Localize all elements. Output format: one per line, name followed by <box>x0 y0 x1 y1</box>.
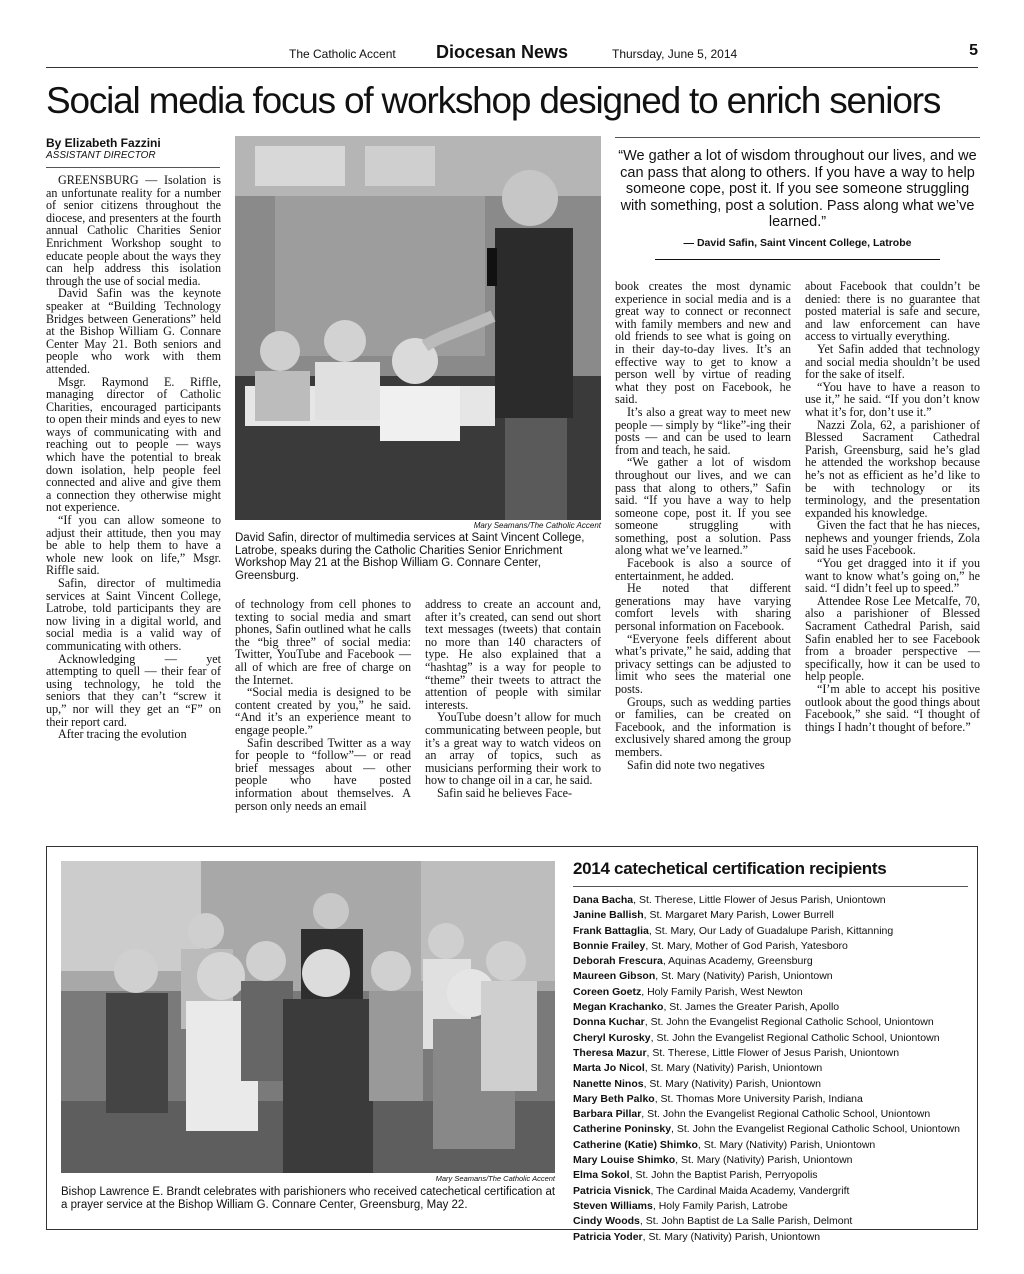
paragraph: David Safin was the keynote speaker at “Building Technology Bridges between Generations” held at the Bishop William G. Connare Center May 21. Both seniors and people who work with them attended. <box>46 286 221 376</box>
article-column-1 <box>46 174 221 741</box>
recipient-items <box>573 893 968 1245</box>
recipient-item: Steven Williams, Holy Family Parish, Latrobe <box>573 1199 788 1212</box>
recipient-item: Patricia Visnick, The Cardinal Maida Academy, Vandergrift <box>573 1184 850 1197</box>
paragraph: about Facebook that couldn’t be denied: there is no guarantee that posted material is safe and secure, and law enforcement can have access to virtually everything. <box>805 279 980 344</box>
byline <box>46 136 220 168</box>
paragraph: “You get dragged into it if you want to know what’s going on,” he said. “I didn’t feel up to speed.” <box>805 556 980 596</box>
paragraph: Nazzi Zola, 62, a parishioner of Blessed Sacrament Cathedral Parish, Greensburg, said he’s glad he attended the workshop because he’s not as efficient as he’d like to be with technology or its terminology, and the presentation expanded his knowledge. <box>805 417 980 520</box>
paragraph: book creates the most dynamic experience in social media and is a great way to connect or reconnect with family members and new and old friends to see what is going on in their day-to-day lives. It’s an effective way to get to know a person well by virtue of reading what they post on Facebook, he said. <box>615 279 791 407</box>
paragraph: Groups, such as wedding parties or families, can be created on Facebook, and the information is exclusively shared among the group members. <box>615 694 791 759</box>
paragraph: “Everyone feels different about what’s private,” he said, adding that privacy settings can be adjusted to limit who sees the material one posts. <box>615 631 791 696</box>
paragraph: Safin described Twitter as a way for people to “follow”— or read brief messages about — other people who have posted information about themselves. A person only needs an email <box>235 735 411 813</box>
paragraph: YouTube doesn’t allow for much communicating between people, but it’s a great way to watch videos on an array of topics, such as musicians performing their work to how to change oil in a car, he said. <box>425 710 601 788</box>
publication-name: The Catholic Accent <box>289 47 396 61</box>
paragraph: GREENSBURG — Isolation is an unfortunate reality for a number of senior citizens throughout the diocese, and presenters at the fourth annual Catholic Charities Senior Enrichment Workshop sought to educate people about the ways they can help address this isolation through the use of social media. <box>46 173 221 288</box>
pull-quote <box>615 137 980 260</box>
article-column-2 <box>235 598 411 812</box>
paragraph: “I’m able to accept his positive outlook about the good things about Facebook,” she said. “I thought of things I hadn’t thought of before.” <box>805 682 980 734</box>
photo-caption: David Safin, director of multimedia services at Saint Vincent College, Latrobe, speaks during the Catholic Charities Senior Enrichment Workshop May 21 at the Bishop William G. Connare Center, Greensburg. <box>235 532 585 582</box>
byline-author: By Elizabeth Fazzini <box>46 136 161 150</box>
recipient-item: Dana Bacha, St. Therese, Little Flower of Jesus Parish, Uniontown <box>573 894 886 906</box>
page-header <box>46 40 978 68</box>
paragraph: After tracing the evolution <box>58 727 187 742</box>
recipient-item: Janine Ballish, St. Margaret Mary Parish, Lower Burrell <box>573 909 834 922</box>
recipient-item: Patricia Yoder, St. Mary (Nativity) Parish, Uniontown <box>573 1230 821 1243</box>
recipient-item: Deborah Frescura, Aquinas Academy, Greensburg <box>573 955 813 968</box>
paragraph: “You have to have a reason to use it,” he said. “If you don’t know what it’s for, don’t use it.” <box>805 379 980 419</box>
recipient-item: Cheryl Kurosky, St. John the Evangelist Regional Catholic School, Uniontown <box>573 1031 940 1044</box>
paragraph: Safin said he believes Face- <box>437 785 572 800</box>
paragraph: Msgr. Raymond E. Riffle, managing director of Catholic Charities, encouraged participants to open their minds and eyes to new ways of communicating with and reaching out to people — ways which have the potential to break down isolation, help people feel connected and alive and give them a connection they otherwise might not experience. <box>46 374 221 515</box>
recipients-list <box>573 859 968 1245</box>
pull-quote-text: “We gather a lot of wisdom throughout our lives, and we can pass that along to others. If you have a way to help someone cope, post it. If you see someone struggling with something, post a solution. Pass along what we’ve learned.” <box>618 148 977 230</box>
article-column-5 <box>805 280 980 733</box>
page-number: 5 <box>969 42 978 59</box>
paragraph: address to create an account and, after it’s created, can send out short text messages (tweets) that contain no more than 140 characters of type. He also explained that a “hashtag” is a way for people to “theme” their tweets to attract the attention of people with similar interests. <box>425 597 601 712</box>
recipient-item: Frank Battaglia, St. Mary, Our Lady of Guadalupe Parish, Kittanning <box>573 924 894 937</box>
recipient-item: Elma Sokol, St. John the Baptist Parish, Perryopolis <box>573 1169 818 1182</box>
recipient-item: Marta Jo Nicol, St. Mary (Nativity) Parish, Uniontown <box>573 1062 823 1075</box>
certification-box <box>46 846 978 1243</box>
paragraph: Attendee Rose Lee Metcalfe, 70, also a parishioner of Blessed Sacrament Cathedral Parish, said Safin enabled her to see Facebook from a broader perspective — specifically, how it can be used to help people. <box>805 593 980 684</box>
article-column-3 <box>425 598 601 800</box>
recipient-item: Theresa Mazur, St. Therese, Little Flower of Jesus Parish, Uniontown <box>573 1046 900 1059</box>
recipient-item: Maureen Gibson, St. Mary (Nativity) Parish, Uniontown <box>573 970 833 983</box>
recipient-item: Barbara Pillar, St. John the Evangelist Regional Catholic School, Uniontown <box>573 1108 931 1121</box>
recipients-title: 2014 catechetical certification recipients <box>573 859 968 887</box>
article-column-4 <box>615 280 791 771</box>
recipient-item: Bonnie Frailey, St. Mary, Mother of God Parish, Yatesboro <box>573 939 848 952</box>
recipient-item: Nanette Ninos, St. Mary (Nativity) Parish, Uniontown <box>573 1077 821 1090</box>
paragraph: “Social media is designed to be content created by you,” he said. “And it’s an experience meant to engage people.” <box>235 685 411 737</box>
group-photo-caption: Bishop Lawrence E. Brandt celebrates with parishioners who received catechetical certification at a prayer service at the Bishop William G. Connare Center, Greensburg, May 22. <box>61 1186 556 1211</box>
paragraph: “If you can allow someone to adjust their attitude, then you may be able to help them to have a whole new look on life,” Msgr. Riffle said. <box>46 513 221 578</box>
headline: Social media focus of workshop designed to enrich seniors <box>46 80 941 121</box>
recipient-item: Mary Louise Shimko, St. Mary (Nativity) Parish, Uniontown <box>573 1154 853 1167</box>
paragraph: Acknowledging — yet attempting to quell — their fear of using technology, he told the seniors that they can’t “screw it up,” nor will they get an “F” on their report card. <box>46 651 221 729</box>
paragraph: Safin, director of multimedia services at Saint Vincent College, Latrobe, told participants they are now living in a digital world, and social media is a valid way of communicating with others. <box>46 576 221 653</box>
recipient-item: Megan Krachanko, St. James the Greater Parish, Apollo <box>573 1001 840 1014</box>
section-name: Diocesan News <box>436 42 569 62</box>
recipient-item: Donna Kuchar, St. John the Evangelist Regional Catholic School, Uniontown <box>573 1016 934 1029</box>
speaker-photo <box>235 136 601 520</box>
recipient-item: Catherine Poninsky, St. John the Evangelist Regional Catholic School, Uniontown <box>573 1123 960 1136</box>
paragraph: Facebook is also a source of entertainment, he added. <box>615 556 791 583</box>
recipient-item: Coreen Goetz, Holy Family Parish, West Newton <box>573 985 803 998</box>
paragraph: It’s also a great way to meet new people — simply by “like”-ing their posts — and can be used to learn from and teach, he said. <box>615 404 791 457</box>
recipient-item: Mary Beth Palko, St. Thomas More University Parish, Indiana <box>573 1092 863 1105</box>
paragraph: Given the fact that he has nieces, nephews and younger friends, Zola said he uses Facebook. <box>805 518 980 558</box>
paragraph: “We gather a lot of wisdom throughout our lives, and we can pass that along to others,” Safin said. “If you have a way to help someone cope, post it. If you see someone struggling with something, post a solution. Pass along what we’ve learned.” <box>615 455 791 558</box>
divider <box>655 259 940 260</box>
group-photo-credit: Mary Seamans/The Catholic Accent <box>435 1174 555 1183</box>
byline-role: ASSISTANT DIRECTOR <box>46 150 156 161</box>
recipient-item: Cindy Woods, St. John Baptist de La Salle Parish, Delmont <box>573 1215 853 1228</box>
issue-date: Thursday, June 5, 2014 <box>612 47 738 61</box>
pull-quote-attribution: — David Safin, Saint Vincent College, Latrobe <box>683 236 912 249</box>
paragraph: He noted that different generations may have varying comfort levels with sharing personal information on Facebook. <box>615 581 791 634</box>
group-photo <box>61 861 555 1173</box>
paragraph: of technology from cell phones to texting to social media and smart phones, Safin outlined what he calls the “big three” of social media: Twitter, YouTube and Facebook — all of which are free of charge on the Internet. <box>235 597 411 687</box>
paragraph: Safin did note two negatives <box>627 757 765 772</box>
paragraph: Yet Safin added that technology and social media shouldn’t be used for the sake of itself. <box>805 341 980 382</box>
photo-credit: Mary Seamans/The Catholic Accent <box>473 521 601 530</box>
recipient-item: Catherine (Katie) Shimko, St. Mary (Nativity) Parish, Uniontown <box>573 1138 876 1151</box>
